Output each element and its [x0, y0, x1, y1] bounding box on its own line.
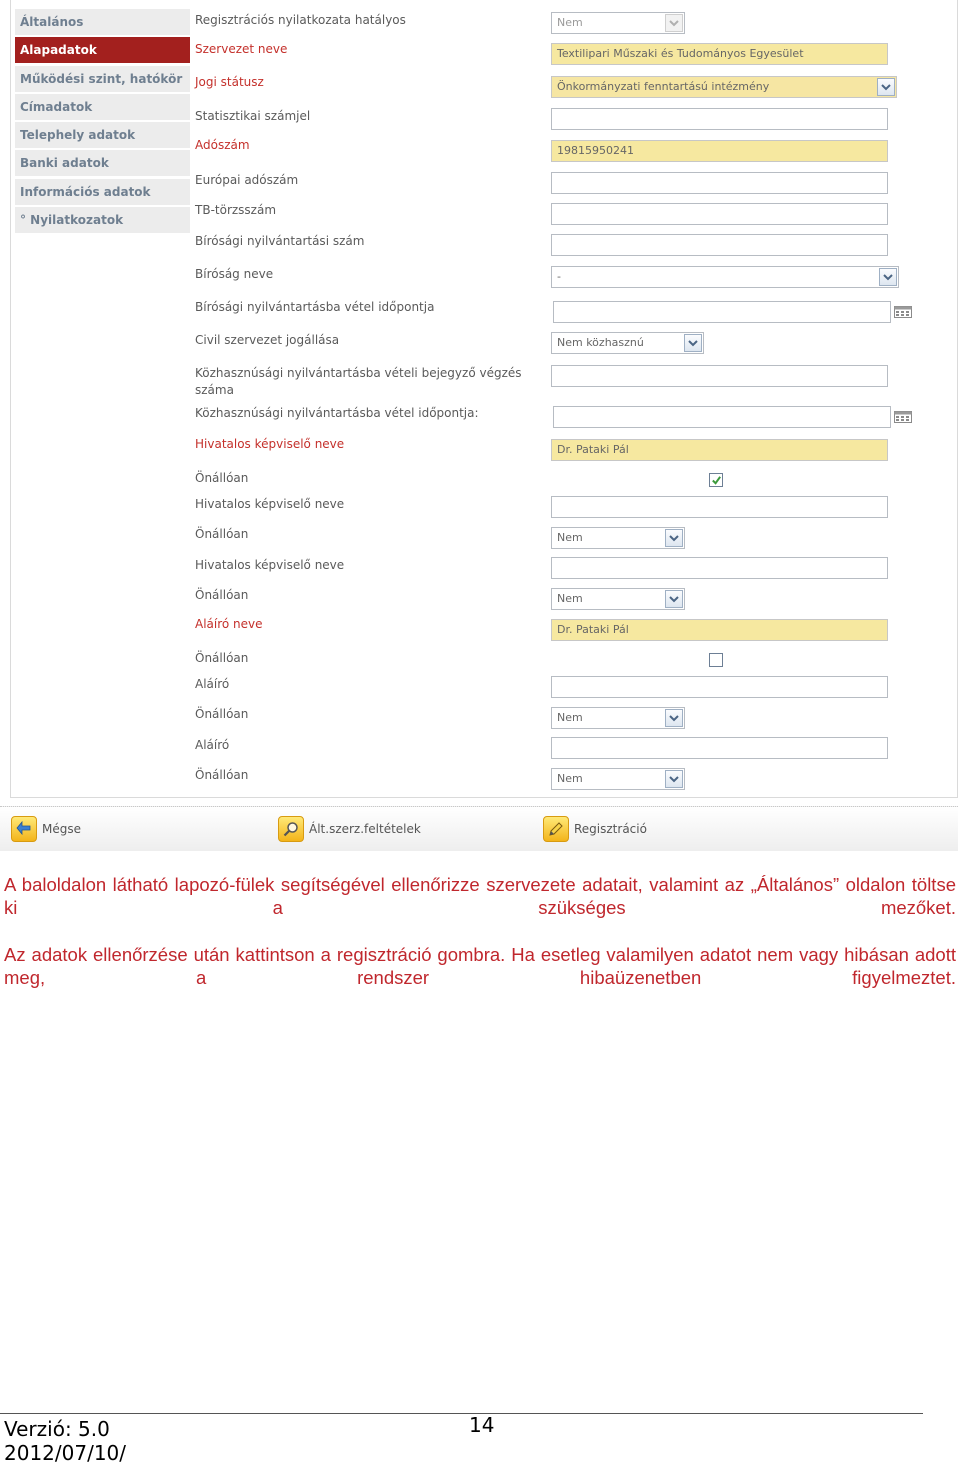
chevron-down-icon	[665, 770, 683, 788]
label-independent-1: Önállóan	[195, 471, 249, 485]
footer-date: 2012/07/10/	[4, 1441, 127, 1465]
cancel-button-label: Mégse	[42, 822, 81, 836]
label-independent-2: Önállóan	[195, 527, 249, 541]
reg-valid-value: Nem	[557, 16, 583, 29]
back-arrow-icon	[11, 816, 37, 842]
sidebar-item-declarations[interactable]: ° Nyilatkozatok	[15, 207, 190, 233]
instruction-paragraph-1: A baloldalon látható lapozó-fülek segítségével ellenőrizze szervezete adatait, valamint az „Általános” oldalon töltse ki a szükséges mezőket.	[4, 874, 956, 918]
official-rep-field[interactable]: Dr. Pataki Pál	[551, 439, 888, 461]
label-stat-num: Statisztikai számjel	[195, 109, 311, 123]
civil-status-value: Nem közhasznú	[557, 336, 644, 349]
label-official-rep: Hivatalos képviselő neve	[195, 437, 345, 451]
chevron-down-icon	[665, 529, 683, 547]
label-public-benefit-date: Közhasznúsági nyilvántartásba vétel időpontja:	[195, 406, 479, 420]
court-name-select[interactable]	[551, 266, 899, 288]
calendar-icon[interactable]	[894, 411, 912, 423]
label-org-name: Szervezet neve	[195, 42, 288, 56]
independent-5-value: Nem	[557, 711, 583, 724]
register-button[interactable]	[543, 816, 647, 842]
footer-divider	[0, 1413, 923, 1414]
rep-3-field[interactable]	[551, 557, 888, 579]
court-reg-num-field[interactable]	[551, 234, 888, 256]
pencil-icon	[543, 816, 569, 842]
independent-1-checkbox[interactable]	[709, 473, 723, 487]
rep-2-field[interactable]	[551, 496, 888, 518]
checkmark-icon	[711, 475, 722, 486]
label-legal-status: Jogi státusz	[195, 75, 264, 89]
public-benefit-order-field[interactable]	[551, 365, 888, 387]
independent-6-value: Nem	[557, 772, 583, 785]
sidebar-item-basic-data[interactable]: Alapadatok	[15, 37, 190, 63]
court-name-value: -	[557, 270, 561, 283]
instruction-paragraph-2: Az adatok ellenőrzése után kattintson a regisztráció gombra. Ha esetleg valamilyen adatot nem vagy hibásan adott meg, a rendszer hibaüzenetben figyelmeztet.	[4, 944, 956, 988]
tb-num-field[interactable]	[551, 203, 888, 225]
independent-4-checkbox[interactable]	[709, 653, 723, 667]
terms-button[interactable]	[278, 816, 421, 842]
sidebar-item-operating-level[interactable]: Működési szint, hatókör	[15, 66, 190, 92]
label-independent-6: Önállóan	[195, 768, 249, 782]
independent-5-select[interactable]	[551, 707, 685, 729]
signer-2-field[interactable]	[551, 676, 888, 698]
label-rep-2: Hivatalos képviselő neve	[195, 497, 345, 511]
independent-3-select[interactable]	[551, 588, 685, 610]
magnifier-icon	[278, 816, 304, 842]
chevron-down-icon	[665, 14, 683, 32]
chevron-down-icon	[684, 334, 702, 352]
page-number: 14	[469, 1413, 495, 1437]
label-independent-5: Önállóan	[195, 707, 249, 721]
label-civil-status: Civil szervezet jogállása	[195, 333, 340, 347]
sidebar-tabs	[15, 9, 190, 235]
signer-name-field[interactable]: Dr. Pataki Pál	[551, 619, 888, 641]
label-eu-tax-num: Európai adószám	[195, 173, 299, 187]
label-tb-num: TB-törzsszám	[195, 203, 277, 217]
label-court-reg-date: Bírósági nyilvántartásba vétel időpontja	[195, 300, 435, 314]
chevron-down-icon	[877, 78, 895, 96]
label-signer-name: Aláíró neve	[195, 617, 263, 631]
label-public-benefit-order: Közhasznúsági nyilvántartásba vételi bejegyző végzés száma	[195, 366, 522, 397]
eu-tax-num-field[interactable]	[551, 172, 888, 194]
public-benefit-date-field[interactable]	[553, 406, 891, 428]
independent-3-value: Nem	[557, 592, 583, 605]
calendar-icon[interactable]	[894, 306, 912, 318]
label-reg-valid: Regisztrációs nyilatkozata hatályos	[195, 13, 406, 27]
legal-status-value: Önkormányzati fenntartású intézmény	[557, 80, 770, 93]
reg-valid-select[interactable]	[551, 12, 685, 34]
independent-2-value: Nem	[557, 531, 583, 544]
register-button-label: Regisztráció	[574, 822, 647, 836]
label-independent-4: Önállóan	[195, 651, 249, 665]
sidebar-item-address[interactable]: Címadatok	[15, 94, 190, 120]
court-reg-date-field[interactable]	[553, 301, 891, 323]
label-rep-3: Hivatalos képviselő neve	[195, 558, 345, 572]
cancel-button[interactable]	[11, 816, 81, 842]
action-toolbar	[0, 806, 958, 851]
label-signer-3: Aláíró	[195, 738, 230, 752]
terms-button-label: Ált.szerz.feltételek	[309, 822, 421, 836]
stat-num-field[interactable]	[551, 108, 888, 130]
civil-status-select[interactable]	[551, 332, 704, 354]
label-court-name: Bíróság neve	[195, 267, 274, 281]
footer-version: Verzió: 5.0	[4, 1417, 110, 1441]
legal-status-select[interactable]	[551, 76, 897, 98]
org-name-field[interactable]: Textilipari Műszaki és Tudományos Egyesület	[551, 43, 888, 65]
label-signer-2: Aláíró	[195, 677, 230, 691]
label-tax-num: Adószám	[195, 138, 250, 152]
tax-num-field[interactable]: 19815950241	[551, 140, 888, 162]
signer-3-field[interactable]	[551, 737, 888, 759]
sidebar-item-bank[interactable]: Banki adatok	[15, 150, 190, 176]
chevron-down-icon	[879, 268, 897, 286]
independent-2-select[interactable]	[551, 527, 685, 549]
sidebar-item-general[interactable]: Általános	[15, 9, 190, 35]
chevron-down-icon	[665, 590, 683, 608]
label-independent-3: Önállóan	[195, 588, 249, 602]
sidebar-item-sites[interactable]: Telephely adatok	[15, 122, 190, 148]
chevron-down-icon	[665, 709, 683, 727]
label-court-reg-num: Bírósági nyilvántartási szám	[195, 234, 365, 248]
independent-6-select[interactable]	[551, 768, 685, 790]
sidebar-item-information[interactable]: Információs adatok	[15, 179, 190, 205]
